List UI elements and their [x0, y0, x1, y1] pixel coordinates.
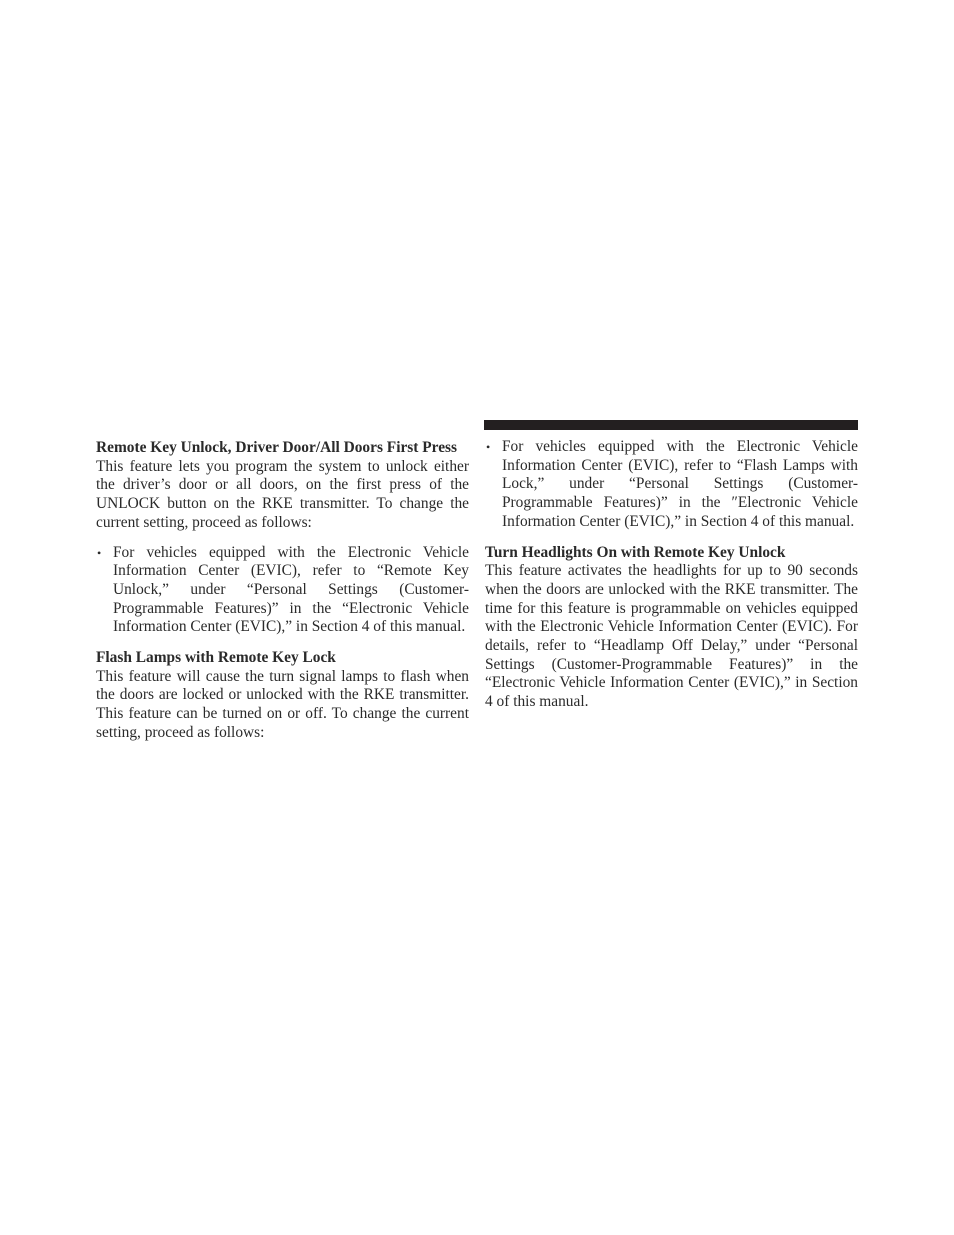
header-rule	[484, 420, 858, 430]
section-paragraph-flash-lamps: This feature will cause the turn signal lamps to flash when the doors are locked or unlocked with the RKE transmitter. This feature can be turned on or off. To change the current setting, proceed as follows:	[96, 667, 469, 741]
bullet-text: For vehicles equipped with the Electronic Vehicle Information Center (EVIC), refer to “Remote Key Unlock,” under “Personal Settings (Customer-Programmable Features)” in the “Electronic Vehicle Information Center (EVIC),” in Section 4 of this manual.	[113, 543, 469, 636]
section-heading-turn-headlights: Turn Headlights On with Remote Key Unlock	[485, 543, 786, 561]
section-heading-remote-key-unlock: Remote Key Unlock, Driver Door/All Doors First Press	[96, 439, 458, 456]
section-paragraph-turn-headlights: This feature activates the headlights for up to 90 seconds when the doors are unlocked with the RKE transmitter. The time for this feature is programmable on vehicles equipped with the Electronic Vehicle Information Center (EVIC). For details, refer to “Headlamp Off Delay,” under “Personal Settings (Customer-Programmable Features)” in the “Electronic Vehicle Information Center (EVIC),” in Section 4 of this manual.	[485, 562, 858, 711]
bullet-icon: •	[486, 440, 491, 454]
section-heading-flash-lamps: Flash Lamps with Remote Key Lock	[96, 649, 336, 667]
bullet-icon: •	[97, 545, 102, 560]
bullet-item-remote-key-unlock	[96, 544, 469, 638]
left-column	[96, 438, 469, 743]
bullet-text: For vehicles equipped with the Electronic Vehicle Information Center (EVIC), refer to “Flash Lamps with Lock,” under “Personal Settings (Customer-Programmable Features)” in the ″Electronic Vehicle Information Center (EVIC),” in Section 4 of this manual.	[502, 438, 858, 530]
bullet-item-flash-lamps	[485, 438, 858, 532]
right-column	[485, 438, 858, 712]
section-paragraph-remote-key-unlock: This feature lets you program the system to unlock either the driver’s door or all doors, on the first press of the UNLOCK button on the RKE transmitter. To change the current setting, proceed as follows:	[96, 457, 469, 531]
